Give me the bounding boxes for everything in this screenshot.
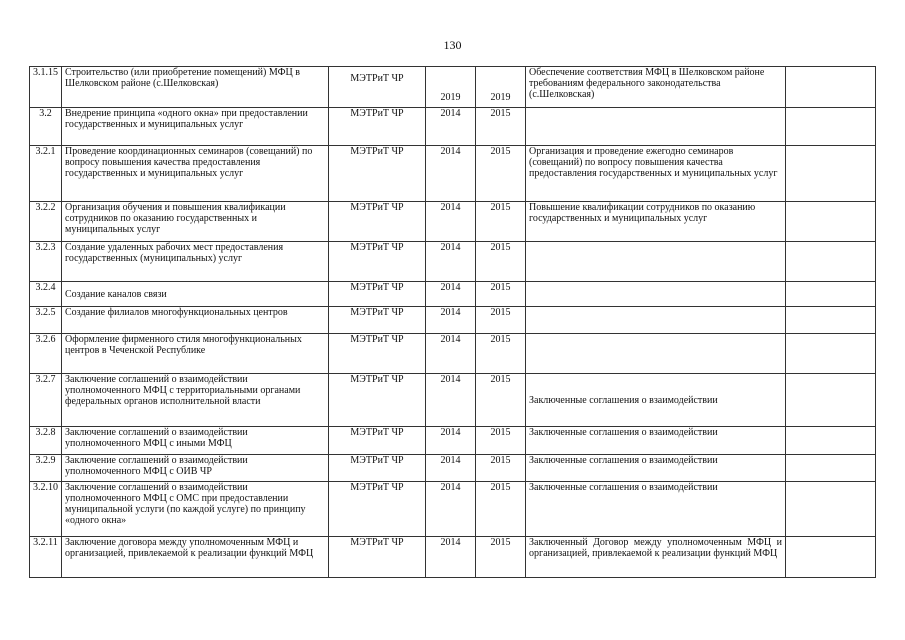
start-year: 2014 xyxy=(426,307,476,334)
table-row xyxy=(30,307,876,334)
end-year: 2015 xyxy=(476,334,526,374)
empty-cell xyxy=(786,537,876,578)
table-row xyxy=(30,146,876,202)
empty-cell xyxy=(786,146,876,202)
executor: МЭТРиТ ЧР xyxy=(329,108,426,146)
start-year: 2014 xyxy=(426,537,476,578)
table-row xyxy=(30,282,876,307)
table-row xyxy=(30,108,876,146)
expected-result: Организация и проведение ежегодно семинаров (совещаний) по вопросу повышения качества предоставления государственных и муниципальных услуг xyxy=(526,146,786,202)
executor: МЭТРиТ ЧР xyxy=(329,146,426,202)
start-year: 2014 xyxy=(426,334,476,374)
end-year: 2015 xyxy=(476,242,526,282)
start-year: 2014 xyxy=(426,282,476,307)
end-year: 2015 xyxy=(476,202,526,242)
activity-name: Создание каналов связи xyxy=(62,282,329,307)
program-activities-table xyxy=(29,66,876,578)
expected-result: Заключенные соглашения о взаимодействии xyxy=(526,455,786,482)
expected-result: Заключенный Договор между уполномоченным МФЦ и организацией, привлекаемой к реализации функций МФЦ xyxy=(526,537,786,578)
empty-cell xyxy=(786,108,876,146)
start-year: 2014 xyxy=(426,455,476,482)
empty-cell xyxy=(786,427,876,455)
executor: МЭТРиТ ЧР xyxy=(329,67,426,108)
table-row xyxy=(30,455,876,482)
end-year: 2015 xyxy=(476,537,526,578)
row-number: 3.2.7 xyxy=(30,374,62,427)
row-number: 3.2.3 xyxy=(30,242,62,282)
row-number: 3.2 xyxy=(30,108,62,146)
start-year: 2014 xyxy=(426,374,476,427)
end-year: 2015 xyxy=(476,307,526,334)
empty-cell xyxy=(786,282,876,307)
start-year: 2019 xyxy=(426,67,476,108)
table-row xyxy=(30,334,876,374)
activity-name: Организация обучения и повышения квалификации сотрудников по оказанию государственных и муниципальных услуг xyxy=(62,202,329,242)
activity-name: Заключение соглашений о взаимодействии уполномоченного МФЦ с иными МФЦ xyxy=(62,427,329,455)
executor: МЭТРиТ ЧР xyxy=(329,537,426,578)
activity-name: Проведение координационных семинаров (совещаний) по вопросу повышения качества предоставления государственных и муниципальных услуг xyxy=(62,146,329,202)
row-number: 3.2.2 xyxy=(30,202,62,242)
page-number: 130 xyxy=(443,38,462,52)
executor: МЭТРиТ ЧР xyxy=(329,334,426,374)
start-year: 2014 xyxy=(426,242,476,282)
empty-cell xyxy=(786,307,876,334)
row-number: 3.2.8 xyxy=(30,427,62,455)
table-row xyxy=(30,374,876,427)
activity-name: Заключение соглашений о взаимодействии уполномоченного МФЦ с ОИВ ЧР xyxy=(62,455,329,482)
row-number: 3.2.9 xyxy=(30,455,62,482)
start-year: 2014 xyxy=(426,202,476,242)
activity-name: Оформление фирменного стиля многофункциональных центров в Чеченской Республике xyxy=(62,334,329,374)
table-row xyxy=(30,427,876,455)
end-year: 2015 xyxy=(476,282,526,307)
start-year: 2014 xyxy=(426,482,476,537)
expected-result xyxy=(526,242,786,282)
executor: МЭТРиТ ЧР xyxy=(329,374,426,427)
expected-result: Заключенные соглашения о взаимодействии xyxy=(526,427,786,455)
table-row xyxy=(30,537,876,578)
executor: МЭТРиТ ЧР xyxy=(329,282,426,307)
empty-cell xyxy=(786,334,876,374)
executor: МЭТРиТ ЧР xyxy=(329,427,426,455)
row-number: 3.2.10 xyxy=(30,482,62,537)
row-number: 3.2.5 xyxy=(30,307,62,334)
row-number: 3.2.1 xyxy=(30,146,62,202)
expected-result: Заключенные соглашения о взаимодействии xyxy=(526,482,786,537)
empty-cell xyxy=(786,202,876,242)
end-year: 2015 xyxy=(476,108,526,146)
expected-result: Обеспечение соответствия МФЦ в Шелковском районе требованиям федерального законодательства (с.Шелковская) xyxy=(526,67,786,108)
row-number: 3.2.11 xyxy=(30,537,62,578)
empty-cell xyxy=(786,482,876,537)
start-year: 2014 xyxy=(426,108,476,146)
empty-cell xyxy=(786,242,876,282)
start-year: 2014 xyxy=(426,427,476,455)
activity-name: Заключение соглашений о взаимодействии уполномоченного МФЦ с территориальными органами федеральных органов исполнительной власти xyxy=(62,374,329,427)
table-row xyxy=(30,202,876,242)
empty-cell xyxy=(786,67,876,108)
executor: МЭТРиТ ЧР xyxy=(329,482,426,537)
start-year: 2014 xyxy=(426,146,476,202)
expected-result: Заключенные соглашения о взаимодействии xyxy=(526,374,786,427)
row-number: 3.2.6 xyxy=(30,334,62,374)
expected-result xyxy=(526,108,786,146)
expected-result xyxy=(526,307,786,334)
expected-result: Повышение квалификации сотрудников по оказанию государственных и муниципальных услуг xyxy=(526,202,786,242)
row-number: 3.1.15 xyxy=(30,67,62,108)
end-year: 2015 xyxy=(476,427,526,455)
table-row xyxy=(30,67,876,108)
end-year: 2015 xyxy=(476,374,526,427)
activity-name: Заключение соглашений о взаимодействии уполномоченного МФЦ с ОМС при предоставлении муниципальной услуги (по каждой услуге) по принципу «одного окна» xyxy=(62,482,329,537)
executor: МЭТРиТ ЧР xyxy=(329,307,426,334)
activity-name: Создание филиалов многофункциональных центров xyxy=(62,307,329,334)
executor: МЭТРиТ ЧР xyxy=(329,202,426,242)
table-row xyxy=(30,482,876,537)
end-year: 2019 xyxy=(476,67,526,108)
empty-cell xyxy=(786,455,876,482)
executor: МЭТРиТ ЧР xyxy=(329,242,426,282)
end-year: 2015 xyxy=(476,482,526,537)
empty-cell xyxy=(786,374,876,427)
expected-result xyxy=(526,334,786,374)
activity-name: Строительство (или приобретение помещений) МФЦ в Шелковском районе (с.Шелковская) xyxy=(62,67,329,108)
row-number: 3.2.4 xyxy=(30,282,62,307)
activity-name: Заключение договора между уполномоченным МФЦ и организацией, привлекаемой к реализации функций МФЦ xyxy=(62,537,329,578)
activity-name: Создание удаленных рабочих мест предоставления государственных (муниципальных) услуг xyxy=(62,242,329,282)
table-row xyxy=(30,242,876,282)
executor: МЭТРиТ ЧР xyxy=(329,455,426,482)
end-year: 2015 xyxy=(476,146,526,202)
activity-name: Внедрение принципа «одного окна» при предоставлении государственных и муниципальных услуг xyxy=(62,108,329,146)
end-year: 2015 xyxy=(476,455,526,482)
expected-result xyxy=(526,282,786,307)
